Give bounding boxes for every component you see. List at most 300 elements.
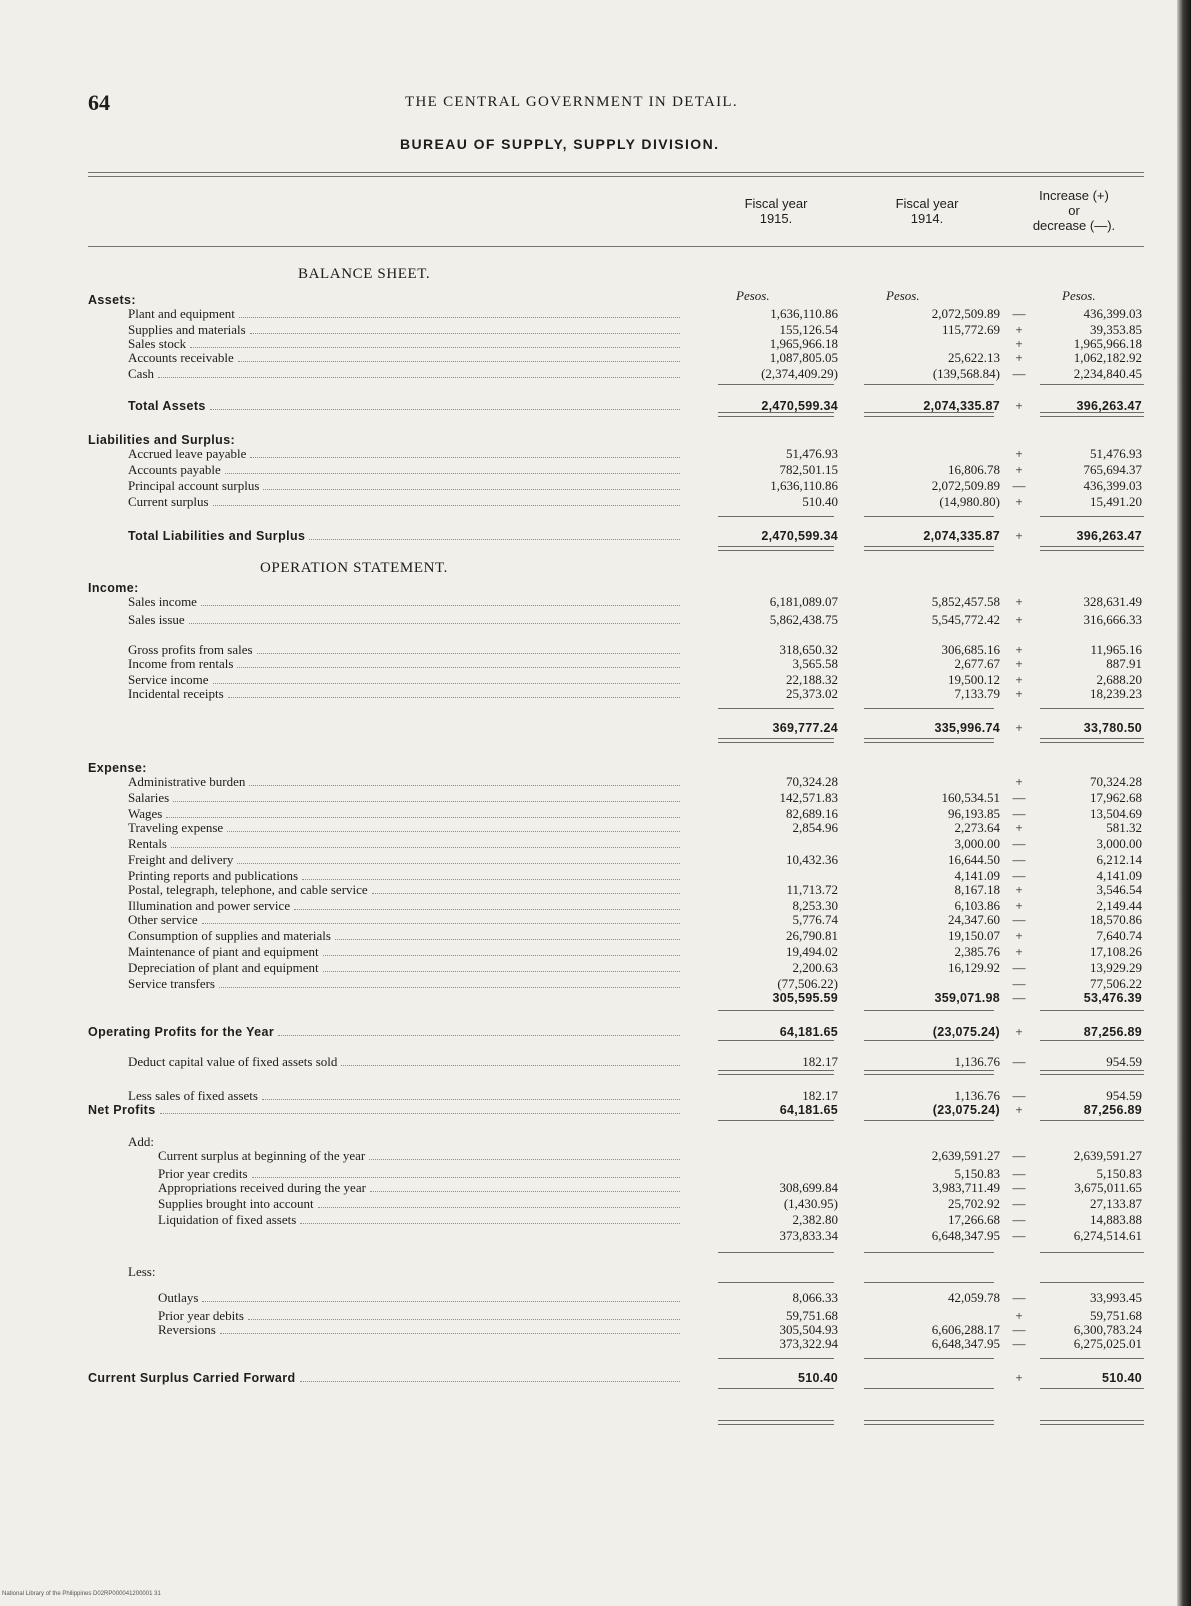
table-row xyxy=(0,478,1191,494)
sum-rule xyxy=(1040,416,1144,417)
value-fy1914: (139,568.84) xyxy=(932,366,1000,381)
table-row xyxy=(0,656,1191,672)
sum-rule xyxy=(864,1074,994,1075)
sum-rule xyxy=(718,1074,834,1075)
table-row xyxy=(0,528,1191,544)
value-fy1914: (23,075.24) xyxy=(932,1103,1000,1117)
row-label: Sales issue xyxy=(128,612,185,627)
sum-rule xyxy=(1040,1358,1144,1359)
value-fy1914: 5,150.83 xyxy=(954,1166,1000,1181)
value-fy1914: 19,500.12 xyxy=(948,672,1000,687)
change-sign: + xyxy=(1015,672,1023,687)
column-header-line: 1915. xyxy=(759,211,793,226)
change-sign: + xyxy=(1015,336,1023,351)
row-label: Other service xyxy=(128,912,198,927)
row-label: Freight and delivery xyxy=(128,852,234,867)
value-fy1914: 2,074,335.87 xyxy=(923,529,1000,543)
change-sign: — xyxy=(1012,836,1026,851)
table-row xyxy=(0,820,1191,836)
value-change: 4,141.09 xyxy=(1096,868,1142,883)
change-sign: — xyxy=(1012,1088,1026,1103)
change-sign: + xyxy=(1015,446,1023,461)
table-row xyxy=(0,462,1191,478)
value-change: 510.40 xyxy=(1101,1371,1142,1385)
sum-rule xyxy=(864,1358,994,1359)
change-sign: + xyxy=(1015,656,1023,671)
row-label: Illumination and power service xyxy=(128,898,291,913)
value-fy1915: 155,126.54 xyxy=(779,322,838,337)
dot-leader xyxy=(237,863,680,864)
change-sign: + xyxy=(1015,686,1023,701)
table-row xyxy=(0,446,1191,462)
value-fy1914: (23,075.24) xyxy=(932,1025,1000,1039)
value-fy1915: 51,476.93 xyxy=(786,446,838,461)
table-row xyxy=(0,990,1191,1006)
sum-rule xyxy=(718,1010,834,1011)
sum-rule xyxy=(1040,550,1144,551)
value-fy1915: 308,699.84 xyxy=(779,1180,838,1195)
table-row xyxy=(0,1196,1191,1212)
table-row xyxy=(0,720,1191,736)
row-label: Service transfers xyxy=(128,976,215,991)
unit-label-change: Pesos. xyxy=(1062,288,1096,303)
sum-rule xyxy=(1040,412,1144,413)
value-fy1915: 5,862,438.75 xyxy=(769,612,838,627)
change-sign: — xyxy=(1012,852,1026,867)
value-fy1915: 2,200.63 xyxy=(792,960,838,975)
unit-label-fy1915: Pesos. xyxy=(736,288,770,303)
table-row xyxy=(0,1336,1191,1352)
dot-leader xyxy=(302,879,680,880)
change-sign: + xyxy=(1015,882,1023,897)
row-label: Appropriations received during the year xyxy=(158,1180,366,1195)
value-change: 2,639,591.27 xyxy=(1073,1148,1142,1163)
value-fy1914: 2,072,509.89 xyxy=(931,478,1000,493)
footer-credit: National Library of the Philippines D02RP000041200001 31 xyxy=(2,1591,161,1597)
table-row xyxy=(0,790,1191,806)
value-change: 2,149.44 xyxy=(1096,898,1142,913)
table-row xyxy=(0,912,1191,928)
value-fy1915: 3,565.58 xyxy=(792,656,838,671)
value-fy1915: 373,833.34 xyxy=(779,1228,838,1243)
row-label: Postal, telegraph, telephone, and cable service xyxy=(128,882,368,897)
table-row xyxy=(0,852,1191,868)
sum-rule xyxy=(1040,1282,1144,1283)
row-label: Total Assets xyxy=(128,399,206,413)
value-fy1914: 2,677.67 xyxy=(954,656,1000,671)
sum-rule xyxy=(864,1424,994,1425)
sum-rule xyxy=(1040,1010,1144,1011)
change-sign: — xyxy=(1012,912,1026,927)
change-sign: — xyxy=(1012,1290,1026,1305)
table-row xyxy=(0,1290,1191,1306)
table-row xyxy=(0,350,1191,366)
dot-leader xyxy=(300,1381,680,1382)
change-sign: — xyxy=(1012,790,1026,805)
row-label: Income: xyxy=(88,581,139,595)
row-label: Printing reports and publications xyxy=(128,868,299,883)
table-row xyxy=(0,1054,1191,1070)
row-label: Supplies brought into account xyxy=(158,1196,314,1211)
change-sign: + xyxy=(1015,350,1023,365)
table-row xyxy=(0,366,1191,382)
value-change: 13,929.29 xyxy=(1090,960,1142,975)
value-fy1915: 142,571.83 xyxy=(779,790,838,805)
table-row xyxy=(0,398,1191,414)
dot-leader xyxy=(166,817,680,818)
dot-leader xyxy=(372,893,680,894)
value-change: 13,504.69 xyxy=(1090,806,1142,821)
dot-leader xyxy=(201,605,680,606)
value-change: 39,353.85 xyxy=(1090,322,1142,337)
value-change: 3,675,011.65 xyxy=(1074,1180,1142,1195)
row-label: Accounts receivable xyxy=(128,350,234,365)
value-fy1915: 369,777.24 xyxy=(772,721,838,735)
sum-rule xyxy=(864,1040,994,1041)
sum-rule xyxy=(718,1040,834,1041)
value-fy1914: 6,648,347.95 xyxy=(931,1336,1000,1351)
change-sign: — xyxy=(1012,1148,1026,1163)
row-label: Prior year debits xyxy=(158,1308,244,1323)
value-fy1914: 2,273.64 xyxy=(954,820,1000,835)
dot-leader xyxy=(158,377,680,378)
value-fy1915: 305,504.93 xyxy=(779,1322,838,1337)
value-fy1915: 510.40 xyxy=(802,494,838,509)
dot-leader xyxy=(220,1333,680,1334)
value-fy1915: 2,854.96 xyxy=(792,820,838,835)
dot-leader xyxy=(278,1035,680,1036)
row-label: Liabilities and Surplus: xyxy=(88,433,236,447)
sum-rule xyxy=(1040,516,1144,517)
dot-leader xyxy=(250,333,680,334)
sum-rule xyxy=(864,516,994,517)
value-fy1914: 2,074,335.87 xyxy=(923,399,1000,413)
value-fy1915: 2,470,599.34 xyxy=(761,529,838,543)
sum-rule xyxy=(718,1388,834,1389)
change-sign: — xyxy=(1012,960,1026,975)
value-change: 6,275,025.01 xyxy=(1073,1336,1142,1351)
dot-leader xyxy=(318,1207,680,1208)
change-sign: + xyxy=(1015,528,1023,543)
header-rule-top-2 xyxy=(88,176,1144,177)
table-row xyxy=(0,306,1191,322)
row-label: Gross profits from sales xyxy=(128,642,253,657)
value-fy1915: 2,470,599.34 xyxy=(761,399,838,413)
value-fy1914: 8,167.18 xyxy=(954,882,1000,897)
sum-rule xyxy=(1040,1424,1144,1425)
value-fy1915: 19,494.02 xyxy=(786,944,838,959)
value-fy1914: 115,772.69 xyxy=(941,322,1000,337)
change-sign: + xyxy=(1015,398,1023,413)
change-sign: — xyxy=(1012,1180,1026,1195)
dot-leader xyxy=(252,1177,680,1178)
value-change: 59,751.68 xyxy=(1090,1308,1142,1323)
column-header-line: decrease (—). xyxy=(1032,218,1116,233)
row-label: Outlays xyxy=(158,1290,199,1305)
row-label: Current surplus at beginning of the year xyxy=(158,1148,366,1163)
sum-rule xyxy=(864,1282,994,1283)
dot-leader xyxy=(228,697,680,698)
dot-leader xyxy=(213,683,680,684)
value-fy1915: 5,776.74 xyxy=(792,912,838,927)
table-row xyxy=(0,1212,1191,1228)
value-fy1915: 25,373.02 xyxy=(786,686,838,701)
sum-rule xyxy=(718,546,834,547)
value-fy1914: 2,385.76 xyxy=(954,944,1000,959)
change-sign: — xyxy=(1012,366,1026,381)
change-sign: — xyxy=(1012,1054,1026,1069)
value-fy1914: 5,545,772.42 xyxy=(931,612,1000,627)
sum-rule xyxy=(864,1388,994,1389)
sum-rule xyxy=(1040,1074,1144,1075)
row-label: Sales income xyxy=(128,594,197,609)
table-row xyxy=(0,928,1191,944)
change-sign: + xyxy=(1015,642,1023,657)
sum-rule xyxy=(718,416,834,417)
table-row xyxy=(0,1024,1191,1040)
operation-statement-title: OPERATION STATEMENT. xyxy=(260,560,449,576)
value-fy1914: 25,702.92 xyxy=(948,1196,1000,1211)
row-label: Expense: xyxy=(88,761,147,775)
value-fy1915: 1,087,805.05 xyxy=(769,350,838,365)
table-row xyxy=(0,1180,1191,1196)
change-sign: + xyxy=(1015,1024,1023,1039)
value-change: 396,263.47 xyxy=(1076,399,1142,413)
sum-rule xyxy=(864,1252,994,1253)
value-fy1914: 306,685.16 xyxy=(941,642,1000,657)
sum-rule xyxy=(718,1420,834,1421)
change-sign: — xyxy=(1012,990,1026,1005)
value-change: 316,666.33 xyxy=(1083,612,1142,627)
table-row xyxy=(0,1148,1191,1164)
dot-leader xyxy=(210,409,680,410)
change-sign: — xyxy=(1012,478,1026,493)
sum-rule xyxy=(1040,742,1144,743)
change-sign: — xyxy=(1012,1166,1026,1181)
sum-rule xyxy=(864,384,994,385)
value-change: 2,234,840.45 xyxy=(1073,366,1142,381)
row-label: Liquidation of fixed assets xyxy=(158,1212,297,1227)
header-rule-top xyxy=(88,172,1144,173)
value-fy1915: (77,506.22) xyxy=(777,976,838,991)
value-fy1914: 335,996.74 xyxy=(934,721,1000,735)
value-fy1915: 10,432.36 xyxy=(786,852,838,867)
value-fy1915: 782,501.15 xyxy=(779,462,838,477)
row-label: Maintenance of piant and equipment xyxy=(128,944,319,959)
value-fy1915: 182.17 xyxy=(802,1088,838,1103)
sum-rule xyxy=(718,1120,834,1121)
value-change: 5,150.83 xyxy=(1096,1166,1142,1181)
row-label: Consumption of supplies and materials xyxy=(128,928,331,943)
column-header-fy1915 xyxy=(716,196,836,226)
sum-rule xyxy=(1040,384,1144,385)
change-sign: + xyxy=(1015,1102,1023,1117)
table-row xyxy=(0,1264,1191,1280)
value-change: 954.59 xyxy=(1106,1088,1142,1103)
value-fy1915: 8,066.33 xyxy=(792,1290,838,1305)
change-sign: + xyxy=(1015,720,1023,735)
row-label: Operating Profits for the Year xyxy=(88,1025,275,1039)
row-label: Income from rentals xyxy=(128,656,234,671)
value-fy1915: (2,374,409.29) xyxy=(761,366,838,381)
table-row xyxy=(0,612,1191,628)
sum-rule xyxy=(718,1424,834,1425)
change-sign: + xyxy=(1015,944,1023,959)
value-fy1915: 59,751.68 xyxy=(786,1308,838,1323)
sum-rule xyxy=(864,550,994,551)
change-sign: — xyxy=(1012,1322,1026,1337)
value-change: 328,631.49 xyxy=(1083,594,1142,609)
value-fy1914: 6,648,347.95 xyxy=(931,1228,1000,1243)
value-change: 33,780.50 xyxy=(1083,721,1142,735)
value-fy1914: 2,639,591.27 xyxy=(931,1148,1000,1163)
dot-leader xyxy=(189,623,680,624)
change-sign: + xyxy=(1015,322,1023,337)
row-label: Incidental receipts xyxy=(128,686,224,701)
change-sign: + xyxy=(1015,1308,1023,1323)
sum-rule xyxy=(1040,738,1144,739)
value-fy1915: 182.17 xyxy=(802,1054,838,1069)
sum-rule xyxy=(1040,708,1144,709)
value-fy1915: 510.40 xyxy=(797,1371,838,1385)
section-subtitle: BUREAU OF SUPPLY, SUPPLY DIVISION. xyxy=(400,136,720,152)
dot-leader xyxy=(239,317,680,318)
value-change: 27,133.87 xyxy=(1090,1196,1142,1211)
table-row xyxy=(0,494,1191,510)
value-fy1915: 64,181.65 xyxy=(779,1103,838,1117)
sum-rule xyxy=(864,416,994,417)
change-sign: + xyxy=(1015,898,1023,913)
column-header-line: or xyxy=(1068,203,1080,218)
value-fy1914: 42,059.78 xyxy=(948,1290,1000,1305)
value-change: 2,688.20 xyxy=(1096,672,1142,687)
sum-rule xyxy=(718,516,834,517)
change-sign: — xyxy=(1012,976,1026,991)
sum-rule xyxy=(1040,546,1144,547)
dot-leader xyxy=(262,1099,680,1100)
dot-leader xyxy=(238,361,680,362)
row-label: Wages xyxy=(128,806,163,821)
value-fy1915: 6,181,089.07 xyxy=(769,594,838,609)
value-fy1915: 2,382.80 xyxy=(792,1212,838,1227)
dot-leader xyxy=(300,1223,680,1224)
change-sign: — xyxy=(1012,806,1026,821)
value-change: 77,506.22 xyxy=(1090,976,1142,991)
dot-leader xyxy=(202,923,680,924)
table-row xyxy=(0,774,1191,790)
dot-leader xyxy=(173,801,680,802)
row-label: Total Liabilities and Surplus xyxy=(128,529,306,543)
value-change: 33,993.45 xyxy=(1090,1290,1142,1305)
change-sign: + xyxy=(1015,462,1023,477)
sum-rule xyxy=(1040,1252,1144,1253)
dot-leader xyxy=(160,1113,680,1114)
value-fy1914: (14,980.80) xyxy=(939,494,1000,509)
sum-rule xyxy=(864,738,994,739)
sum-rule xyxy=(1040,1420,1144,1421)
sum-rule xyxy=(718,1070,834,1071)
value-change: 3,000.00 xyxy=(1096,836,1142,851)
sum-rule xyxy=(1040,1120,1144,1121)
value-fy1914: 160,534.51 xyxy=(941,790,1000,805)
dot-leader xyxy=(369,1159,680,1160)
sum-rule xyxy=(864,1070,994,1071)
running-title: THE CENTRAL GOVERNMENT IN DETAIL. xyxy=(405,94,738,110)
dot-leader xyxy=(250,457,680,458)
sum-rule xyxy=(864,708,994,709)
table-row xyxy=(0,594,1191,610)
sum-rule xyxy=(864,742,994,743)
value-change: 436,399.03 xyxy=(1083,306,1142,321)
value-change: 396,263.47 xyxy=(1076,529,1142,543)
value-fy1914: 3,000.00 xyxy=(954,836,1000,851)
sum-rule xyxy=(1040,1388,1144,1389)
value-change: 18,239.23 xyxy=(1090,686,1142,701)
value-change: 87,256.89 xyxy=(1083,1103,1142,1117)
table-row xyxy=(0,882,1191,898)
row-label: Depreciation of plant and equipment xyxy=(128,960,319,975)
balance-sheet-title: BALANCE SHEET. xyxy=(298,266,431,282)
column-header-line: Fiscal year xyxy=(744,196,808,211)
row-label: Principal account surplus xyxy=(128,478,260,493)
value-change: 887.91 xyxy=(1106,656,1142,671)
value-fy1914: 2,072,509.89 xyxy=(931,306,1000,321)
change-sign: + xyxy=(1015,928,1023,943)
value-fy1915: 1,636,110.86 xyxy=(770,306,838,321)
value-fy1915: 373,322.94 xyxy=(779,1336,838,1351)
value-fy1915: 26,790.81 xyxy=(786,928,838,943)
row-label: Administrative burden xyxy=(128,774,246,789)
value-fy1915: 11,713.72 xyxy=(786,882,838,897)
row-label: Net Profits xyxy=(88,1103,156,1117)
value-change: 15,491.20 xyxy=(1090,494,1142,509)
dot-leader xyxy=(323,955,680,956)
column-header-line: 1914. xyxy=(910,211,944,226)
row-label: Cash xyxy=(128,366,154,381)
unit-label-fy1914: Pesos. xyxy=(886,288,920,303)
dot-leader xyxy=(263,489,680,490)
value-change: 53,476.39 xyxy=(1083,991,1142,1005)
row-label: Prior year credits xyxy=(158,1166,248,1181)
value-change: 6,274,514.61 xyxy=(1073,1228,1142,1243)
row-label: Service income xyxy=(128,672,209,687)
value-change: 70,324.28 xyxy=(1090,774,1142,789)
value-fy1914: 17,266.68 xyxy=(948,1212,1000,1227)
value-fy1915: 70,324.28 xyxy=(786,774,838,789)
row-label: Less sales of fixed assets xyxy=(128,1088,258,1103)
row-label: Supplies and materials xyxy=(128,322,246,337)
value-change: 14,883.88 xyxy=(1090,1212,1142,1227)
row-label: Plant and equipment xyxy=(128,306,235,321)
value-change: 3,546.54 xyxy=(1096,882,1142,897)
table-row xyxy=(0,960,1191,976)
sum-rule xyxy=(1040,1040,1144,1041)
dot-leader xyxy=(370,1191,680,1192)
row-label: Reversions xyxy=(158,1322,216,1337)
dot-leader xyxy=(341,1065,680,1066)
value-fy1914: 25,622.13 xyxy=(948,350,1000,365)
change-sign: + xyxy=(1015,494,1023,509)
row-label: Assets: xyxy=(88,293,136,307)
sum-rule xyxy=(718,708,834,709)
value-change: 1,965,966.18 xyxy=(1073,336,1142,351)
value-fy1915: 22,188.32 xyxy=(786,672,838,687)
value-change: 6,212.14 xyxy=(1096,852,1142,867)
value-change: 11,965.16 xyxy=(1090,642,1142,657)
value-fy1915: 305,595.59 xyxy=(772,991,838,1005)
value-fy1914: 6,606,288.17 xyxy=(931,1322,1000,1337)
sum-rule xyxy=(864,412,994,413)
